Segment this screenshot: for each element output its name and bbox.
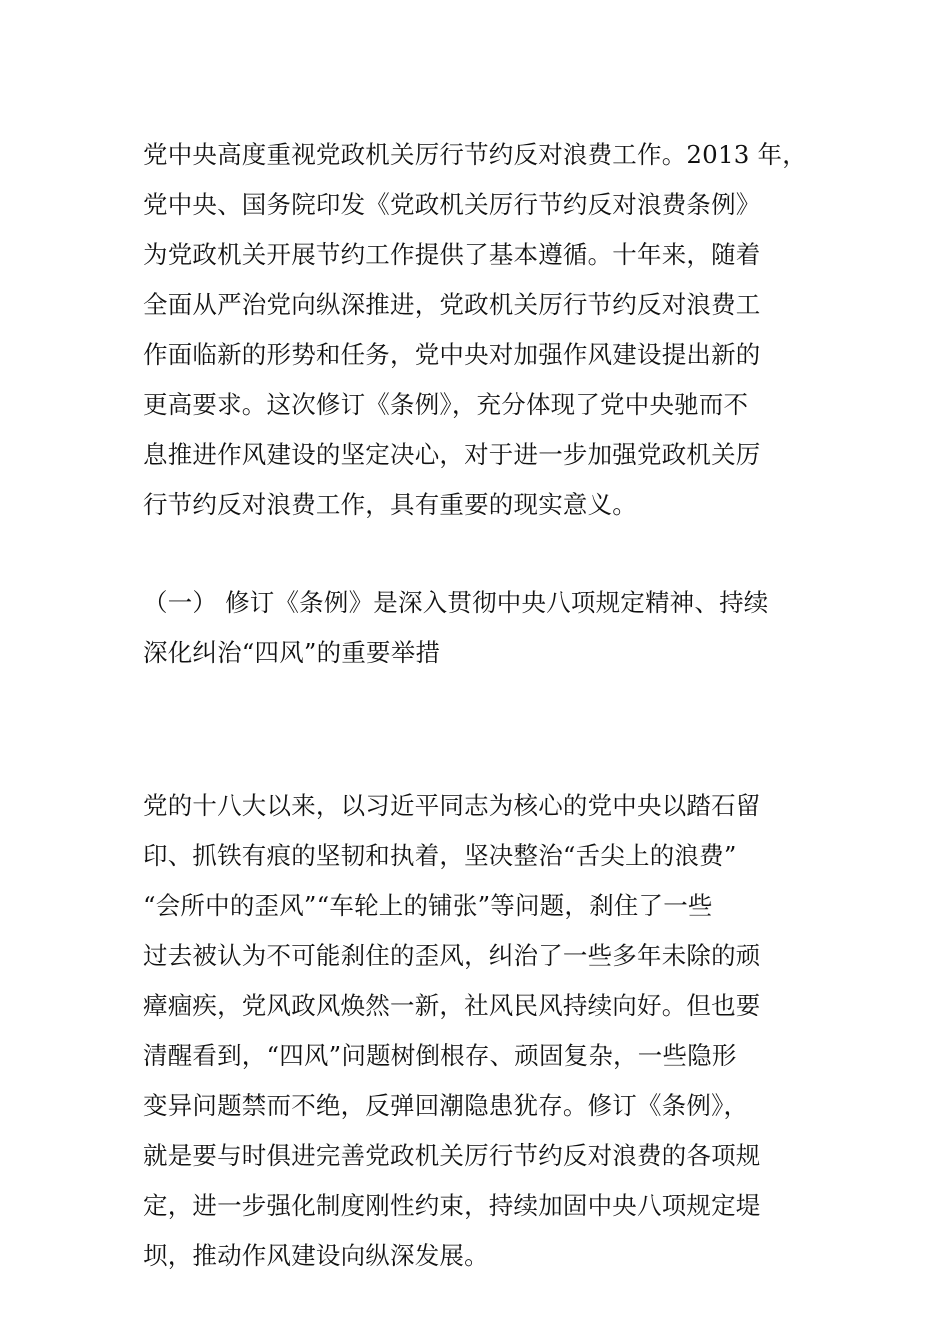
paragraph-line: 更高要求。这次修订《条例》，充分体现了党中央驰而不 [143,390,749,419]
paragraph-line: 坝，推动作风建设向纵深发展。 [143,1241,489,1270]
paragraph-line: 党中央、国务院印发《党政机关厉行节约反对浪费条例》 [143,190,761,219]
paragraph-line: 行节约反对浪费工作，具有重要的现实意义。 [143,490,637,519]
paragraph-line: 党的十八大以来，以习近平同志为核心的党中央以踏石留 [143,791,761,820]
paragraph-line: 印、抓铁有痕的坚韧和执着，坚决整治“舌尖上的浪费” [143,841,737,870]
paragraph-line: “会所中的歪风”“车轮上的铺张”等问题，刹住了一些 [143,891,713,920]
paragraph-line: 清醒看到，“四风”问题树倒根存、顽固复杂，一些隐形 [143,1041,737,1070]
paragraph-line: 过去被认为不可能刹住的歪风，纠治了一些多年未除的顽 [143,941,761,970]
section-heading [143,578,823,678]
heading-line: （一） 修订《条例》是深入贯彻中央八项规定精神、持续 [143,588,769,617]
paragraph-line: 息推进作风建设的坚定决心，对于进一步加强党政机关厉 [143,440,761,469]
paragraph-line: 就是要与时俱进完善党政机关厉行节约反对浪费的各项规 [143,1141,761,1170]
heading-line: 深化纠治“四风”的重要举措 [143,638,441,667]
section-paragraph [143,781,823,1281]
paragraph-line: 全面从严治党向纵深推进，党政机关厉行节约反对浪费工 [143,290,761,319]
paragraph-line: 变异问题禁而不绝，反弹回潮隐患犹存。修订《条例》， [143,1091,749,1120]
paragraph-line: 为党政机关开展节约工作提供了基本遵循。十年来，随着 [143,240,761,269]
paragraph-line: 党中央高度重视党政机关厉行节约反对浪费工作。2013 年， [143,140,807,169]
paragraph-line: 瘴痼疾，党风政风焕然一新，社风民风持续向好。但也要 [143,991,761,1020]
paragraph-line: 作面临新的形势和任务，党中央对加强作风建设提出新的 [143,340,761,369]
intro-paragraph [143,130,823,530]
paragraph-line: 定，进一步强化制度刚性约束，持续加固中央八项规定堤 [143,1191,761,1220]
